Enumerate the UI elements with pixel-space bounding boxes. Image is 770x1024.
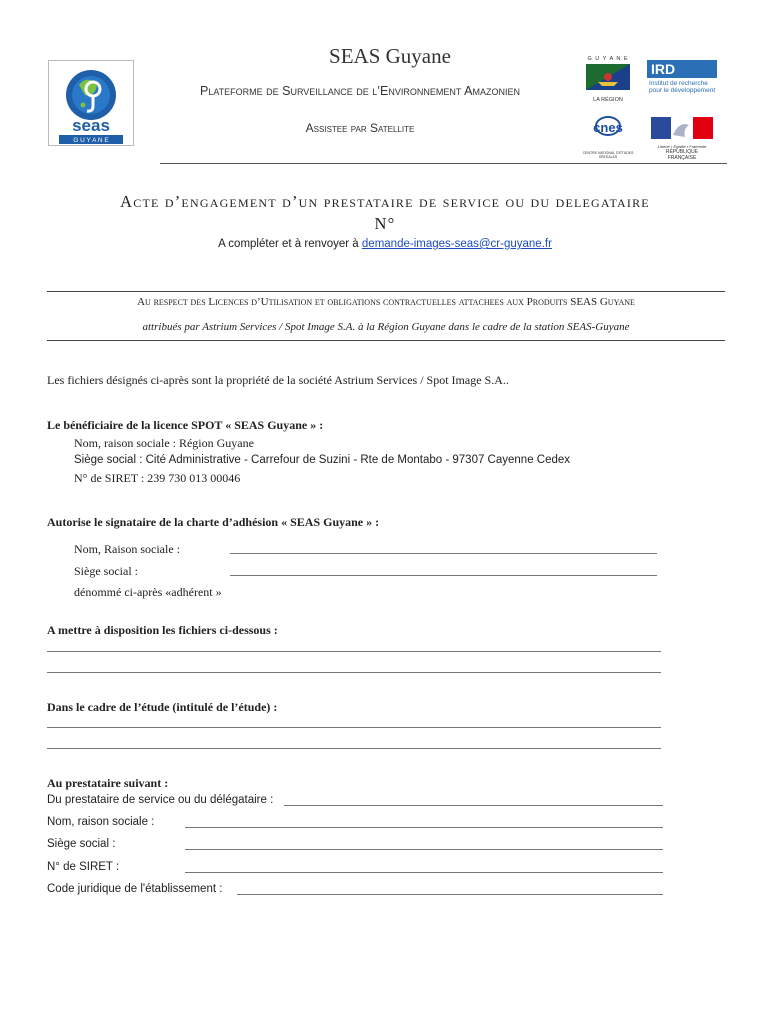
prestataire-siret-label: N° de SIRET : [47,861,120,873]
prestataire-siege-label: Siège social : [47,838,116,850]
beneficiaire-siege: Siège social : Cité Administrative - Carrefour de Suzini - Rte de Montabo - 97307 Cayenne Cedex [74,454,571,466]
return-email-link[interactable]: demande-images-seas@cr-guyane.fr [361,238,552,250]
intro-paragraph: Les fichiers désignés ci-après sont la propriété de la société Astrium Services / Spot Image S.A.. [47,373,509,387]
signataire-heading: Autorise le signataire de la charte d’adhésion « SEAS Guyane » : [47,515,380,529]
attribution-line: attribués par Astrium Services / Spot Image S.A. à la Région Guyane dans le cadre de la station SEAS-Guyane [142,321,630,333]
etude-field-line-1[interactable] [47,727,661,728]
adherent-denomination: dénommé ci-après «adhérent » [74,585,222,599]
return-instruction-text: A compléter et à renvoyer à [218,238,362,250]
etude-field-line-2[interactable] [47,748,661,749]
prestataire-du-field[interactable] [284,805,663,806]
fichiers-field-line-2[interactable] [47,672,661,673]
prestataire-siret-field[interactable] [185,872,663,873]
logo-text-seas: seas [72,116,110,135]
etude-heading: Dans le cadre de l’étude (intitulé de l’étude) : [47,700,278,714]
beneficiaire-heading: Le bénéficiaire de la licence SPOT « SEAS Guyane » : [47,418,324,432]
ird-logo [647,60,719,100]
prestataire-du-label: Du prestataire de service ou du délégataire : [47,794,274,806]
respect-box-top-border [47,291,725,292]
signataire-nom-field[interactable] [230,553,657,554]
respect-licence-line: Au respect des Licences d’Utilisation et obligations contractuelles attachees aux Produits SEAS Guyane [137,296,635,308]
return-instruction [40,238,730,250]
region-logo-top-text: G U Y A N E [587,56,629,62]
beneficiaire-nom: Nom, raison sociale : Région Guyane [74,436,254,450]
republique-francaise-logo [651,117,713,161]
document-title-line: Acte d’engagement d’un prestataire de service ou du delegataire [120,192,650,211]
header-divider [160,163,727,164]
prestataire-code-field[interactable] [237,894,663,895]
header-title: SEAS Guyane [329,44,451,68]
prestataire-nom-field[interactable] [185,827,663,828]
cnes-logo [580,112,636,159]
fichiers-heading: A mettre à disposition les fichiers ci-dessous : [47,623,278,637]
seas-logo-graphic [49,61,133,145]
signataire-siege-label: Siège social : [74,564,138,578]
cnes-name: cnes [593,120,623,135]
header-subtitle-2: Assistee par Satellite [305,121,415,135]
cnes-desc: CENTRE NATIONAL D'ÉTUDES SPATIALES [582,151,634,159]
document-number-label: N° [374,214,396,233]
header-subtitle: Plateforme de Surveillance de l’Environnement Amazonien [199,84,520,98]
seas-guyane-logo [48,60,134,146]
respect-box-bottom-border [47,340,725,341]
prestataire-nom-label: Nom, raison sociale : [47,816,155,828]
beneficiaire-siret: N° de SIRET : 239 730 013 00046 [74,471,241,485]
signataire-siege-field[interactable] [230,575,657,576]
republique-name: RÉPUBLIQUE FRANÇAISE [665,149,699,161]
prestataire-siege-field[interactable] [185,849,663,850]
republique-motto: Liberté • Égalité • Fraternité [657,144,707,149]
signataire-nom-label: Nom, Raison sociale : [74,542,180,556]
prestataire-code-label: Code juridique de l'établissement : [47,883,223,895]
region-guyane-logo [584,56,632,104]
region-flag-graphic [584,62,632,92]
ird-logo-mark: IRD [647,60,717,78]
prestataire-heading: Au prestataire suivant : [47,776,169,790]
ird-desc-2: pour le développement [649,87,716,94]
region-logo-bottom-text: LA RÉGION [593,97,623,103]
logo-text-guyane: G U Y A N E [73,137,109,144]
fichiers-field-line-1[interactable] [47,651,661,652]
ird-desc-1: Institut de recherche [649,80,708,87]
document-title [40,191,730,235]
marianne-flag-graphic [651,117,713,139]
